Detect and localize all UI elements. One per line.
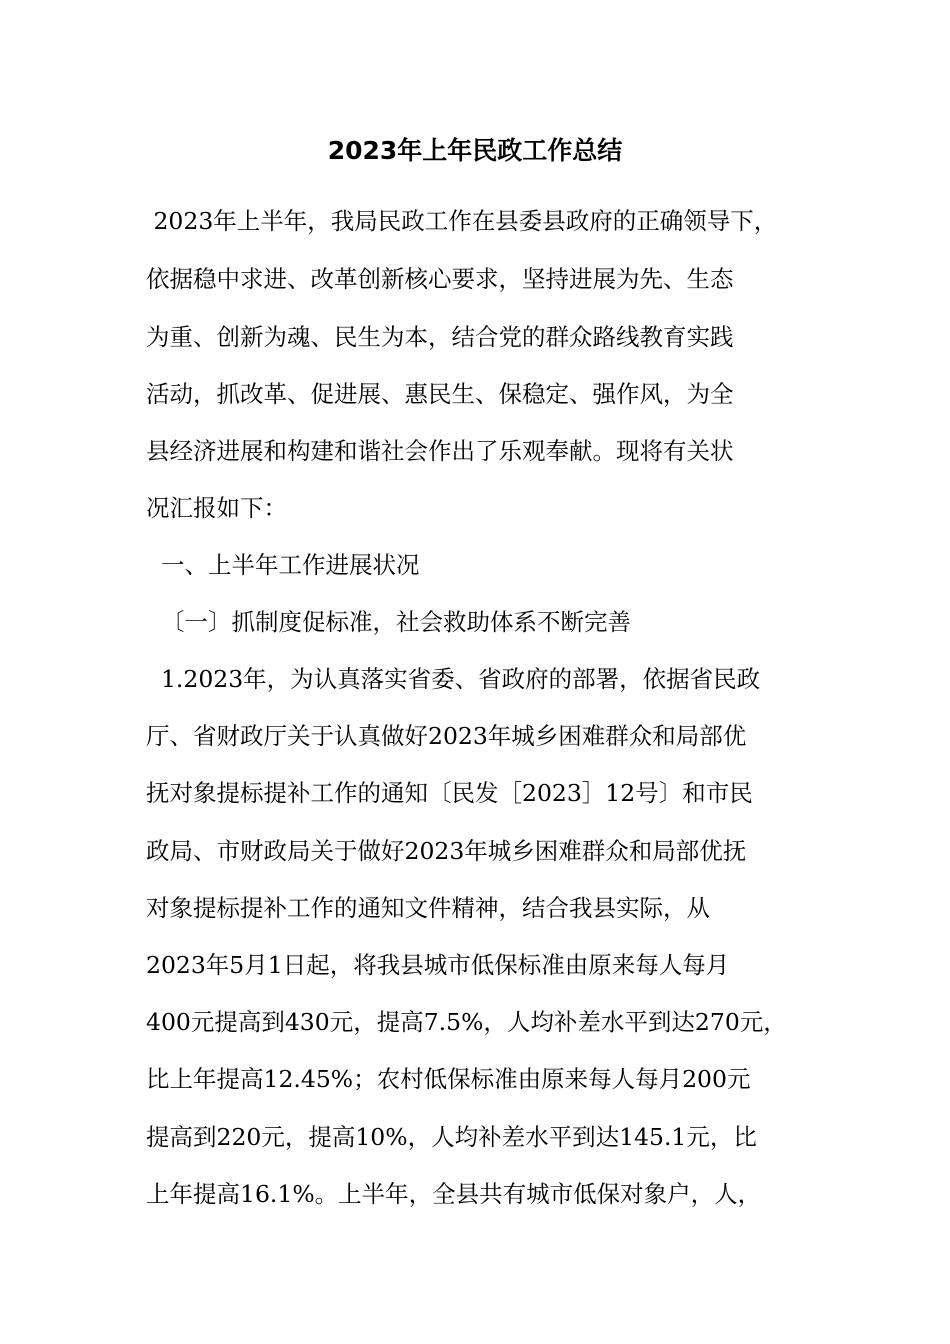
paragraph-line: 1.2023年，为认真落实省委、省政府的部署，依据省民政 (146, 665, 761, 693)
paragraph-line: 县经济进展和构建和谐社会作出了乐观奉献。现将有关状 (146, 437, 734, 465)
section-heading: 一、上半年工作进展状况 (146, 551, 420, 579)
paragraph-line: 况汇报如下： (146, 494, 287, 522)
paragraph-line: 为重、创新为魂、民生为本，结合党的群众路线教育实践 (146, 323, 734, 351)
paragraph-line: 活动，抓改革、促进展、惠民生、保稳定、强作风，为全 (146, 380, 734, 408)
paragraph-line: 400元提高到430元，提高7.5%，人均补差水平到达270元， (146, 1008, 787, 1036)
paragraph-line: 依据稳中求进、改革创新核心要求，坚持进展为先、生态 (146, 265, 734, 293)
subsection-heading: 〔一〕抓制度促标准，社会救助体系不断完善 (146, 608, 631, 636)
paragraph-line: 厅、省财政厅关于认真做好2023年城乡困难群众和局部优 (146, 722, 747, 750)
paragraph-line: 对象提标提补工作的通知文件精神，结合我县实际，从 (146, 894, 710, 922)
document-title: 2023年上年民政工作总结 (327, 136, 623, 165)
paragraph-line: 抚对象提标提补工作的通知〔民发［2023］12号〕和市民 (146, 779, 753, 807)
paragraph-line: 比上年提高12.45%；农村低保标准由原来每人每月200元 (146, 1065, 751, 1093)
paragraph-line: 2023年5月1日起，将我县城市低保标准由原来每人每月 (146, 951, 730, 979)
paragraph-line: 提高到220元，提高10%，人均补差水平到达145.1元，比 (146, 1123, 757, 1151)
paragraph-line: 政局、市财政局关于做好2023年城乡困难群众和局部优抚 (146, 837, 747, 865)
paragraph-line: 上年提高16.1%。上半年，全县共有城市低保对象户，人， (146, 1180, 762, 1208)
paragraph-line: 2023年上半年，我局民政工作在县委县政府的正确领导下， (146, 207, 778, 235)
